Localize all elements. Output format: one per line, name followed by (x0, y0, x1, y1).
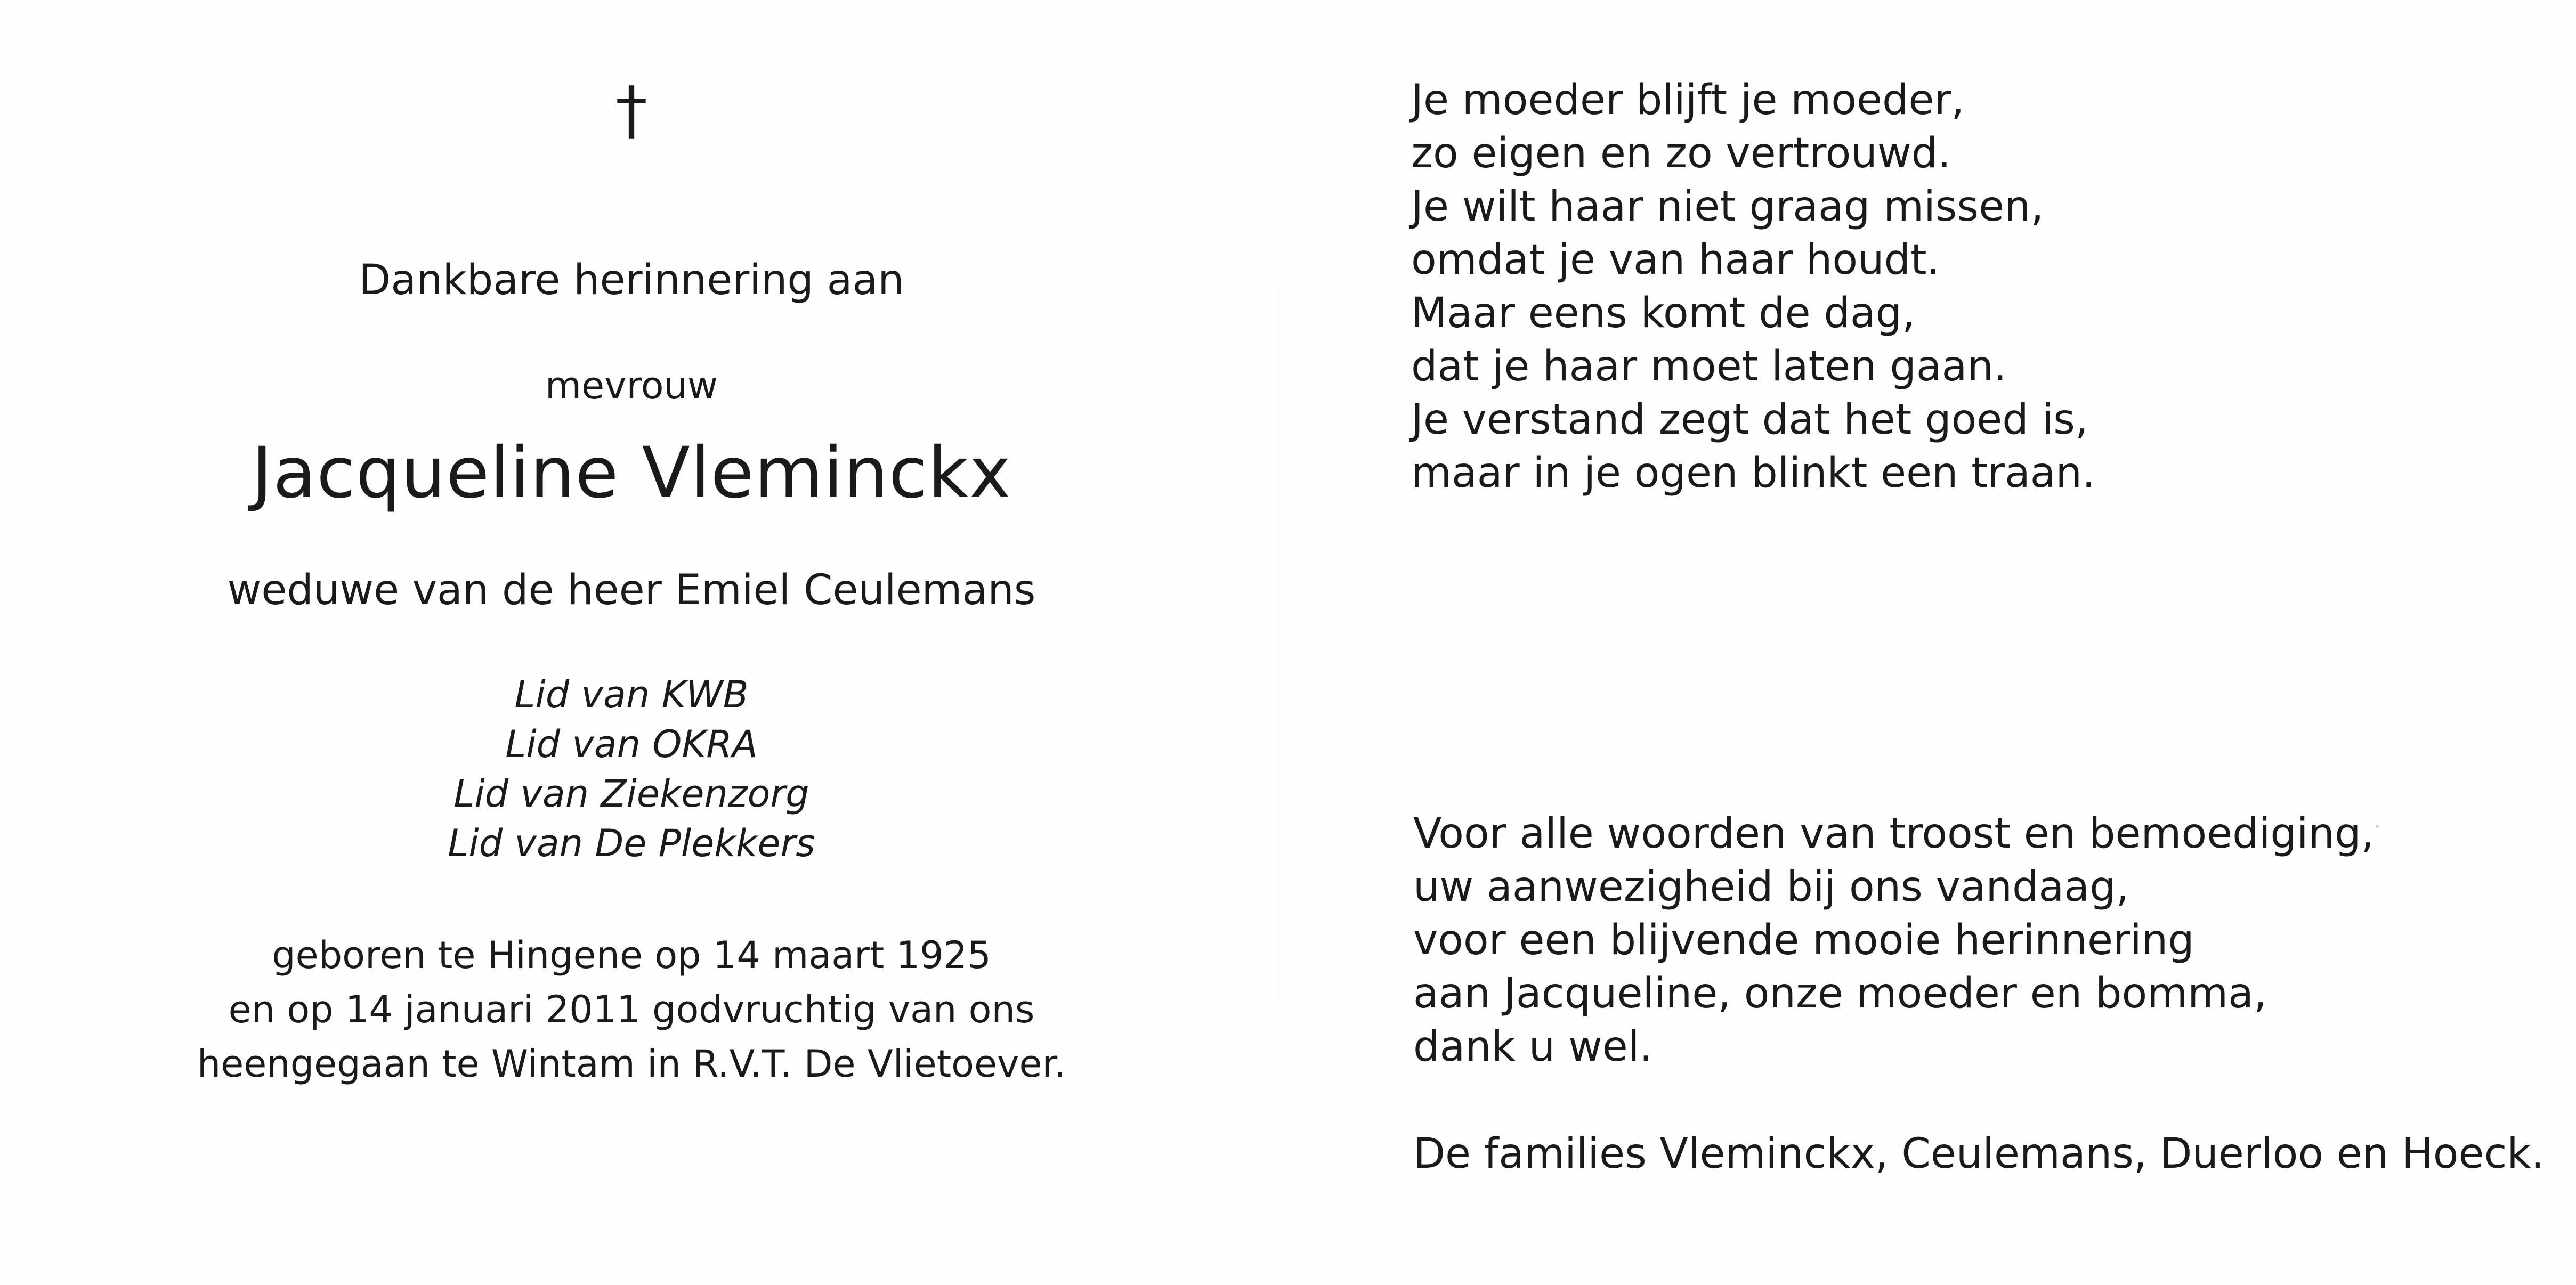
life-line: heengegaan te Wintam in R.V.T. De Vlietoever. (197, 1042, 1066, 1086)
membership-list (0, 670, 1263, 868)
left-panel (0, 0, 1263, 1285)
poem-line: maar in je ogen blinkt een traan. (1411, 449, 2095, 497)
poem-line: omdat je van haar houdt. (1411, 236, 1940, 284)
poem-line: zo eigen en zo vertrouwd. (1411, 129, 1951, 177)
thanks-message (1413, 807, 2374, 1073)
right-panel (1411, 0, 2545, 1285)
poem (1411, 74, 2095, 500)
deceased-name: Jacqueline Vleminckx (252, 432, 1011, 514)
poem-line: Je moeder blijft je moeder, (1411, 76, 1965, 124)
poem-line: Maar eens komt de dag, (1411, 289, 1915, 337)
membership-item: Lid van Ziekenzorg (453, 772, 809, 816)
thanks-line: voor een blijvende mooie herinnering (1413, 916, 2194, 964)
poem-line: dat je haar moet laten gaan. (1411, 343, 2007, 391)
thanks-line: aan Jacqueline, onze moeder en bomma, (1413, 970, 2267, 1018)
family-signature: De families Vleminckx, Ceulemans, Duerloo en Hoeck. (1413, 1130, 2545, 1178)
cross-symbol: † (615, 74, 647, 148)
life-details (0, 928, 1263, 1091)
life-line: geboren te Hingene op 14 maart 1925 (272, 933, 991, 977)
card-fold (1278, 0, 1279, 1285)
life-line: en op 14 januari 2011 godvruchtig van ons (228, 988, 1035, 1031)
thanks-line: dank u wel. (1413, 1023, 1653, 1071)
poem-line: Je verstand zegt dat het goed is, (1411, 396, 2088, 444)
membership-item: Lid van KWB (514, 673, 749, 717)
spouse-line: weduwe van de heer Emiel Ceulemans (227, 566, 1036, 614)
membership-item: Lid van De Plekkers (448, 822, 815, 865)
intro-text: Dankbare herinnering aan (359, 256, 904, 304)
poem-line: Je wilt haar niet graag missen, (1411, 183, 2044, 231)
thanks-line: uw aanwezigheid bij ons vandaag, (1413, 863, 2129, 911)
thanks-line: Voor alle woorden van troost en bemoediging, (1413, 810, 2375, 858)
paper-speck (2376, 825, 2379, 828)
title-prefix: mevrouw (545, 364, 718, 408)
membership-item: Lid van OKRA (505, 722, 758, 766)
